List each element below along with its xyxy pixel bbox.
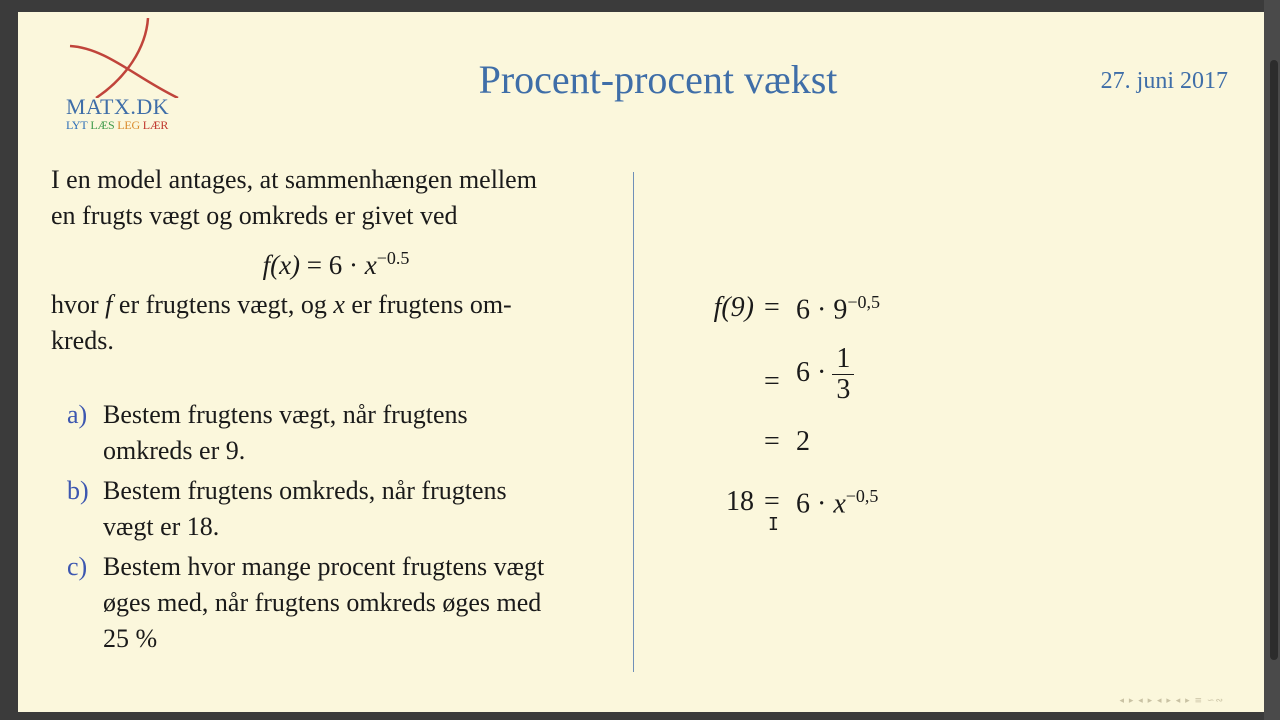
task-item <box>67 397 621 469</box>
fraction-numerator: 1 <box>832 344 854 375</box>
formula-exponent: −0.5 <box>376 248 410 268</box>
row-rhs <box>796 344 854 405</box>
rhs-exponent: −0,5 <box>845 486 879 506</box>
task-label: c) <box>67 552 88 581</box>
task-line: omkreds er 9. <box>103 436 246 465</box>
formula-lhs: f(x) <box>262 250 301 280</box>
task-label: a) <box>67 400 88 429</box>
formula-mid: = 6 · <box>300 250 365 280</box>
description-line: kreds. <box>51 326 114 355</box>
tagline-word: LÆS <box>90 118 115 132</box>
rhs-text: 6 · <box>796 356 827 388</box>
rhs-exponent: −0,5 <box>847 292 880 312</box>
tagline-word: LYT <box>66 118 88 132</box>
matx-logo[interactable] <box>66 18 186 130</box>
fraction <box>832 344 854 405</box>
column-divider <box>633 172 634 672</box>
intro-line: I en model antages, at sammenhængen mellem <box>51 165 537 194</box>
task-line: Bestem frugtens vægt, når frugtens <box>103 400 468 429</box>
task-label: b) <box>67 476 89 505</box>
desc-text: er frugtens om- <box>344 290 512 319</box>
row-eq: = <box>764 292 780 323</box>
problem-text <box>51 162 621 661</box>
task-line: øges med, når frugtens omkreds øges med <box>103 588 542 617</box>
rhs-base: 6 · 9 <box>796 294 848 326</box>
task-item <box>67 549 621 657</box>
beamer-navigation[interactable]: ◂ ▸ ◂ ▸ ◂ ▸ ◂ ▸ ≡ ∽∾ <box>1119 696 1224 706</box>
row-rhs <box>796 292 880 326</box>
solution-row <box>678 426 938 466</box>
row-rhs: 2 <box>796 426 810 457</box>
description-line <box>51 287 621 323</box>
slide <box>18 12 1264 712</box>
task-line: 25 % <box>103 624 158 653</box>
scrollbar-thumb[interactable] <box>1270 60 1278 660</box>
logo-tagline <box>66 118 168 133</box>
row-eq: = <box>764 486 780 517</box>
desc-text: hvor <box>51 290 106 319</box>
task-text <box>103 549 544 657</box>
task-text <box>103 397 468 469</box>
solution-row <box>678 292 938 332</box>
desc-text: er frugtens vægt, og <box>112 290 334 319</box>
slide-date: 27. juni 2017 <box>1100 68 1228 94</box>
fraction-denominator: 3 <box>836 374 851 405</box>
task-line: vægt er 18. <box>103 512 220 541</box>
tagline-word: LÆR <box>142 118 169 132</box>
row-lhs: 18 <box>726 486 754 517</box>
task-list <box>51 397 621 657</box>
slide-title: Procent-procent vækst <box>478 57 838 102</box>
row-eq: = <box>764 366 780 397</box>
task-line: Bestem hvor mange procent frugtens vægt <box>103 552 545 581</box>
solution-row <box>678 344 938 414</box>
task-line: Bestem frugtens omkreds, når frugtens <box>103 476 507 505</box>
rhs-var: x <box>833 488 846 520</box>
formula-base: x <box>364 250 377 280</box>
model-formula <box>51 240 621 283</box>
intro-line: en frugts vægt og omkreds er givet ved <box>51 201 458 230</box>
row-rhs <box>796 486 878 520</box>
desc-var-f: f <box>105 290 113 319</box>
rhs-base: 6 · <box>796 488 834 520</box>
row-eq: = <box>764 426 780 457</box>
task-item <box>67 473 621 545</box>
logo-text: MATX.DK <box>66 94 170 119</box>
tagline-word: LEG <box>117 118 140 132</box>
logo-graphic <box>66 18 186 98</box>
row-lhs: f(9) <box>713 292 754 323</box>
task-text <box>103 473 507 545</box>
window-scrollbar[interactable] <box>1264 0 1280 720</box>
desc-var-x: x <box>333 290 345 319</box>
solution-row <box>678 486 938 526</box>
text-cursor-icon: I <box>768 514 779 535</box>
